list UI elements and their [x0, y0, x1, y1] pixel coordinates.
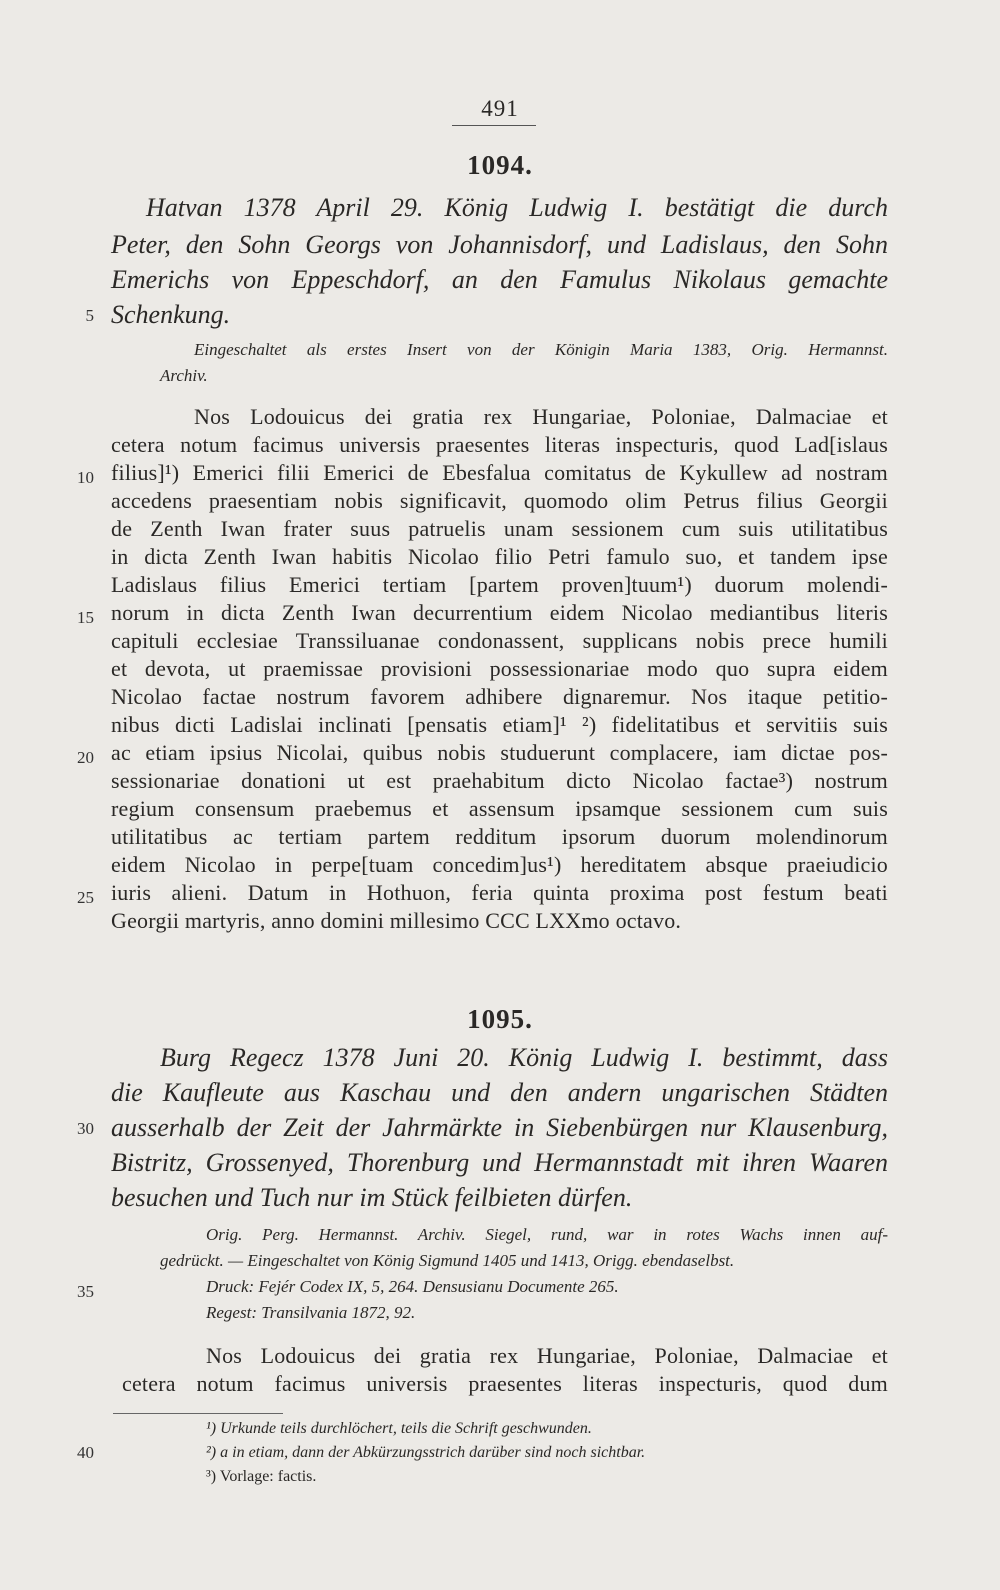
document-text-line: accedens praesentiam nobis significavit, quomodo olim Petrus filius Georgii: [111, 488, 888, 513]
document-text-line: capituli ecclesiae Transsiluanae condonassent, supplicans nobis prece humili: [111, 628, 888, 653]
regest-line: Peter, den Sohn Georgs von Johannisdorf, und Ladislaus, den Sohn: [111, 230, 888, 259]
regest-line: besuchen und Tuch nur im Stück feilbieten dürfen.: [111, 1183, 633, 1212]
document-text-line: regium consensum praebemus et assensum ipsamque sessionem cum suis: [111, 796, 888, 821]
document-text-line: sessionariae donationi ut est praehabitum dicto Nicolao factae³) nostrum: [111, 768, 888, 793]
regest-line: Burg Regecz 1378 Juni 20. König Ludwig I. bestimmt, dass: [160, 1043, 888, 1072]
document-text-line: cetera notum facimus universis praesentes literas inspecturis, quod Lad[islaus: [111, 432, 888, 457]
archival-note: Eingeschaltet als erstes Insert von der Königin Maria 1383, Orig. Hermannst.: [194, 340, 888, 359]
footnote: ²) a in etiam, dann der Abkürzungsstrich darüber sind noch sichtbar.: [206, 1444, 646, 1461]
page-number-rule: [452, 125, 536, 126]
line-number: 15: [77, 608, 94, 627]
document-number-1094: 1094.: [467, 150, 533, 180]
document-text-line: nibus dicti Ladislai inclinati [pensatis etiam]¹ ²) fidelitatibus et servitiis suis: [111, 712, 888, 737]
archival-note: gedrückt. — Eingeschaltet von König Sigmund 1405 und 1413, Origg. ebendaselbst.: [160, 1251, 735, 1270]
document-text-line: cetera notum facimus universis praesentes literas inspecturis, quod dum: [122, 1371, 888, 1396]
regest-line: die Kaufleute aus Kaschau und den andern ungarischen Städten: [111, 1078, 888, 1107]
line-number: 25: [77, 888, 94, 907]
document-text-line: Nos Lodouicus dei gratia rex Hungariae, Poloniae, Dalmaciae et: [194, 404, 888, 429]
document-text-line: et devota, ut praemissae provisioni possessionariae modo quo supra eidem: [111, 656, 888, 681]
line-number: 35: [77, 1282, 94, 1301]
archival-note: Orig. Perg. Hermannst. Archiv. Siegel, rund, war in rotes Wachs innen auf-: [206, 1225, 888, 1244]
document-text-line: Nos Lodouicus dei gratia rex Hungariae, Poloniae, Dalmaciae et: [206, 1343, 888, 1368]
document-text-line: Georgii martyris, anno domini millesimo CCC LXXmo octavo.: [111, 908, 682, 933]
page-number: 491: [481, 96, 519, 121]
line-number: 30: [77, 1119, 94, 1138]
line-number: 20: [77, 748, 94, 767]
document-text-line: utilitatibus ac tertiam partem redditum ipsorum duorum molendinorum: [111, 824, 888, 849]
document-text-line: eidem Nicolao in perpe[tuam concedim]us¹) hereditatem absque praeiudicio: [111, 852, 888, 877]
line-number: 10: [77, 468, 94, 487]
document-text-line: iuris alieni. Datum in Hothuon, feria quinta proxima post festum beati: [111, 880, 888, 905]
regest-line: Schenkung.: [111, 300, 231, 329]
line-number: 40: [77, 1443, 94, 1462]
regest-line: ausserhalb der Zeit der Jahrmärkte in Siebenbürgen nur Klausenburg,: [111, 1113, 888, 1142]
document-text-line: norum in dicta Zenth Iwan decurrentium eidem Nicolao mediantibus literis: [111, 600, 888, 625]
regest-line: Bistritz, Grossenyed, Thorenburg und Hermannstadt mit ihren Waaren: [111, 1148, 888, 1177]
document-text-line: Ladislaus filius Emerici tertiam [partem proven]tuum¹) duorum molendi-: [111, 572, 888, 597]
document-number-1095: 1095.: [467, 1004, 533, 1034]
regest-line: Emerichs von Eppeschdorf, an den Famulus Nikolaus gemachte: [111, 265, 888, 294]
footnote: ³) Vorlage: factis.: [206, 1468, 317, 1485]
print-reference: Druck: Fejér Codex IX, 5, 264. Densusianu Documente 265.: [206, 1277, 619, 1296]
line-number: 5: [85, 306, 94, 325]
regest-reference: Regest: Transilvania 1872, 92.: [206, 1303, 416, 1322]
document-text-line: ac etiam ipsius Nicolai, quibus nobis studuerunt complacere, iam dictae pos-: [111, 740, 888, 765]
regest-line: Hatvan 1378 April 29. König Ludwig I. bestätigt die durch: [146, 193, 888, 222]
footnote-rule: [113, 1413, 283, 1414]
document-text-line: de Zenth Iwan frater suus patruelis unam sessionem cum suis utilitatibus: [111, 516, 888, 541]
document-text-line: Nicolao factae nostrum favorem adhibere dignaremur. Nos itaque petitio-: [111, 684, 888, 709]
document-text-line: in dicta Zenth Iwan habitis Nicolao filio Petri famulo suo, et tandem ipse: [111, 544, 888, 569]
document-text-line: filius]¹) Emerici filii Emerici de Ebesfalua comitatus de Kykullew ad nostram: [111, 460, 888, 485]
archival-note: Archiv.: [160, 366, 208, 385]
footnote: ¹) Urkunde teils durchlöchert, teils die Schrift geschwunden.: [206, 1420, 592, 1437]
